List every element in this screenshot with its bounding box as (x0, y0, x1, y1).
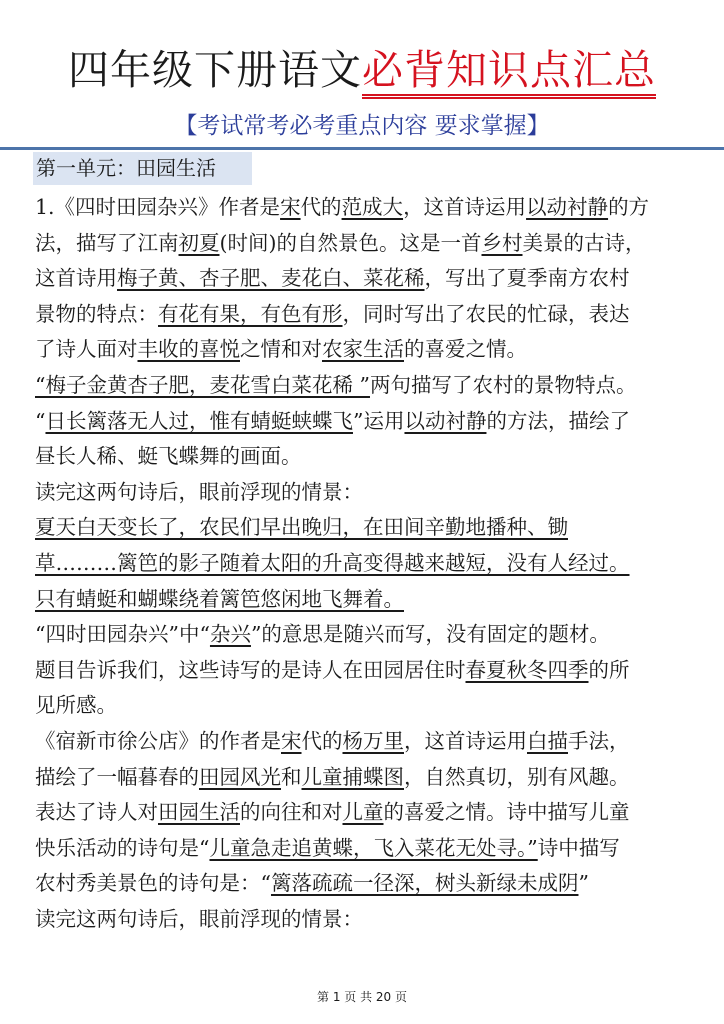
section-heading: 第一单元：田园生活 (33, 152, 252, 185)
text-segment: 的向往和对 (240, 800, 343, 825)
underlined-key-point: 乡村 (481, 230, 523, 255)
text-segment: ，同时写出了农民的忙碌，表达 (342, 301, 630, 326)
underlined-key-point: 儿童捕蝶图 (301, 764, 404, 789)
underlined-key-point: 宋 (281, 728, 302, 753)
underlined-key-point: 夏天白天变长了，农民们早出晚归，在田间辛勤地播种、锄 (35, 515, 568, 540)
underlined-key-point: “梅子金黄杏子肥，麦花雪白菜花稀 ” (35, 372, 370, 397)
text-segment: 读完这两句诗后，眼前浮现的情景： (35, 479, 363, 504)
text-segment: ，这首诗运用 (403, 195, 527, 219)
text-line (35, 332, 715, 368)
underlined-key-point: 春夏秋冬四季 (465, 657, 589, 682)
text-segment: 描绘了一幅暮春的 (35, 764, 199, 789)
underlined-key-point: 儿童 (342, 800, 384, 825)
underlined-key-point: 以动衬静 (404, 408, 487, 433)
text-line (35, 724, 715, 760)
underlined-key-point: 初夏 (178, 230, 220, 255)
underlined-key-point: 宋 (280, 195, 301, 219)
underlined-key-point: 梅子黄、杏子肥、麦花白、菜花稀 (117, 266, 425, 291)
underlined-key-point: 有花有果，有色有形 (158, 301, 343, 326)
underlined-key-point: 杨万里 (342, 728, 404, 753)
text-segment: 手法， (568, 728, 630, 753)
text-segment: 表达了诗人对 (35, 800, 158, 825)
text-segment: ” (578, 871, 589, 896)
text-segment: 的方法，描绘了 (486, 408, 630, 433)
text-line (35, 404, 715, 440)
text-segment: 的喜爱之情。诗中描写儿童 (383, 800, 630, 825)
text-line (35, 582, 715, 618)
document-body (35, 190, 715, 937)
text-segment: “ (35, 408, 46, 433)
text-segment: 快乐活动的诗句是“ (35, 835, 210, 860)
divider (0, 147, 724, 150)
text-segment: 和 (281, 764, 302, 789)
text-segment: ”的意思是随兴而写，没有固定的题材。 (250, 622, 610, 647)
text-segment: 《宿新市徐公店》的作者是 (35, 728, 281, 753)
underlined-key-point: 杂兴 (209, 622, 251, 647)
text-line (35, 831, 715, 867)
text-segment: 这首诗用 (35, 266, 117, 291)
text-segment: ，写出了夏季南方农村 (424, 266, 630, 291)
text-segment: ，自然真切，别有风趣。 (404, 764, 630, 789)
text-line (35, 261, 715, 297)
underlined-key-point: 范成大 (341, 195, 404, 219)
text-segment: 的喜爱之情。 (404, 337, 527, 362)
underlined-key-point: 草………篱笆的影子随着太阳的升高变得越来越短，没有人经过。 (35, 550, 630, 575)
text-line (35, 760, 715, 796)
page-footer: 第 1 页 共 20 页 (317, 990, 407, 1004)
text-line (35, 688, 715, 724)
text-line (35, 795, 715, 831)
text-segment: 读完这两句诗后，眼前浮现的情景： (35, 906, 363, 931)
text-line (35, 617, 715, 653)
underlined-key-point: 丰收的喜悦 (137, 337, 240, 362)
underlined-key-point: 以动衬静 (526, 195, 609, 219)
underlined-key-point: 只有蜻蜓和蝴蝶绕着篱笆悠闲地飞舞着。 (35, 586, 404, 611)
text-line (35, 902, 715, 938)
text-segment: 的方 (608, 195, 650, 219)
text-segment: 昼长人稀、蜓飞蝶舞的画面。 (35, 444, 302, 469)
text-line (35, 368, 715, 404)
text-segment: 题目告诉我们，这些诗写的是诗人在田园居住时 (35, 657, 466, 682)
text-segment: ”运用 (352, 408, 405, 433)
text-segment: 代的 (301, 728, 343, 753)
text-segment: 两句描写了农村的景物特点。 (369, 372, 637, 397)
text-segment: (时间)的自然景色。这是一首 (219, 230, 482, 255)
text-segment: 农村秀美景色的诗句是：“ (35, 871, 271, 896)
text-segment: 之情和对 (240, 337, 322, 362)
text-segment: “四时田园杂兴”中“ (35, 622, 210, 647)
text-line (35, 190, 715, 226)
text-segment: 法，描写了江南 (35, 230, 179, 255)
subtitle: 【考试常考必考重点内容 要求掌握】 (174, 113, 550, 139)
text-segment: 见所感。 (35, 693, 117, 718)
text-line (35, 866, 715, 902)
underlined-key-point: 日长篱落无人过，惟有蜻蜓蛱蝶飞 (45, 408, 353, 433)
text-segment: ，这首诗运用 (404, 728, 527, 753)
text-segment: 了诗人面对 (35, 337, 138, 362)
text-line (35, 510, 715, 546)
underlined-key-point: 田园生活 (158, 800, 240, 825)
text-line (35, 653, 715, 689)
underlined-key-point: 篱落疏疏一径深，树头新绿未成阴 (270, 871, 579, 896)
text-line (35, 297, 715, 333)
underlined-key-point: 白描 (527, 728, 568, 753)
text-line (35, 475, 715, 511)
underlined-key-point: 儿童急走追黄蝶，飞入菜花无处寻。” (209, 835, 538, 860)
text-segment: 1.《四时田园杂兴》作者是 (35, 195, 281, 219)
title-red-highlight: 必背知识点汇总 (362, 46, 656, 99)
document-title (0, 42, 724, 98)
text-segment: 的所 (588, 657, 630, 682)
text-segment: 景物的特点： (35, 301, 158, 326)
text-segment: 诗中描写 (537, 835, 620, 860)
text-segment: 代的 (300, 195, 342, 219)
text-segment: 美景的古诗， (522, 230, 646, 255)
title-black: 四年级下册语文 (68, 46, 362, 94)
underlined-key-point: 农家生活 (322, 337, 404, 362)
text-line (35, 546, 715, 582)
text-line (35, 439, 715, 475)
text-line (35, 226, 715, 262)
underlined-key-point: 田园风光 (199, 764, 281, 789)
